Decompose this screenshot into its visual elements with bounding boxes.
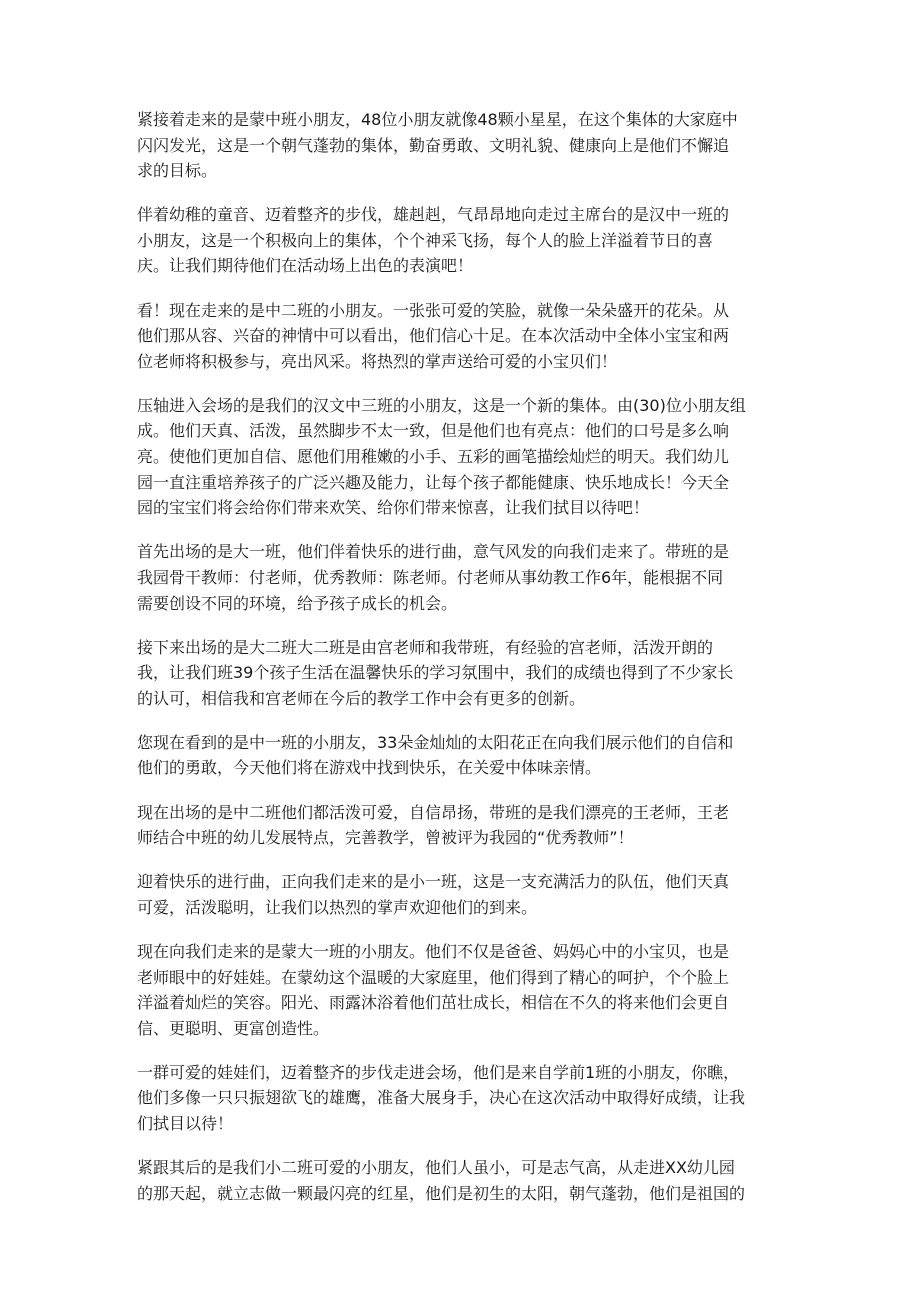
paragraph: 压轴进入会场的是我们的汉文中三班的小朋友，这是一个新的集体。由(30)位小朋友组 成。他们天真、活泼，虽然脚步不太一致，但是他们也有亮点：他们的口号是多么响 亮。使他们更加自信、愿他们用稚嫩的小手、五彩的画笔描绘灿烂的明天。我们幼儿 园一直注重培养孩子的广泛兴趣及能力，让每个孩子都能健康、快乐地成长！今天全 园的宝宝们将会给你们带来欢笑、给你们带来惊喜，让我们拭目以待吧！ <box>137 395 746 518</box>
paragraph: 首先出场的是大一班，他们伴着快乐的进行曲，意气风发的向我们走来了。带班的是 我园骨干教师：付老师，优秀教师：陈老师。付老师从事幼教工作6年，能根据不同 需要创设不同的环境，给予孩子成长的机会。 <box>137 542 730 613</box>
paragraph: 一群可爱的娃娃们，迈着整齐的步伐走进会场，他们是来自学前1班的小朋友，你瞧， 他们多像一只只振翅欲飞的雄鹰，准备大展身手，决心在这次活动中取得好成绩，让我 们拭目以待！ <box>137 1062 746 1133</box>
paragraph: 伴着幼稚的童音、迈着整齐的步伐，雄赳赳，气昂昂地向走过主席台的是汉中一班的 小朋友，这是一个积极向上的集体，个个神采飞扬，每个人的脸上洋溢着节日的喜 庆。让我们期待他们在活动场上出色的表演吧！ <box>137 205 730 276</box>
paragraph: 现在向我们走来的是蒙大一班的小朋友。他们不仅是爸爸、妈妈心中的小宝贝，也是 老师眼中的好娃娃。在蒙幼这个温暖的大家庭里，他们得到了精心的呵护，个个脸上 洋溢着灿烂的笑容。阳光、雨露沐浴着他们茁壮成长，相信在不久的将来他们会更自 信、更聪明、更富创造性。 <box>137 941 730 1038</box>
paragraph: 您现在看到的是中一班的小朋友，33朵金灿灿的太阳花正在向我们展示他们的自信和 他们的勇敢，今天他们将在游戏中找到快乐，在关爱中体味亲情。 <box>137 732 734 778</box>
document-body <box>137 107 793 1225</box>
paragraph: 看！现在走来的是中二班的小朋友。一张张可爱的笑脸，就像一朵朵盛开的花朵。从 他们那从容、兴奋的神情中可以看出，他们信心十足。在本次活动中全体小宝宝和两 位老师将积极参与，亮出风采。将热烈的掌声送给可爱的小宝贝们！ <box>137 300 730 371</box>
paragraph: 紧接着走来的是蒙中班小朋友，48位小朋友就像48颗小星星，在这个集体的大家庭中 闪闪发光，这是一个朝气蓬勃的集体，勤奋勇敢、文明礼貌、健康向上是他们不懈追 求的目标。 <box>137 110 738 181</box>
paragraph: 接下来出场的是大二班大二班是由宫老师和我带班，有经验的宫老师，活泼开朗的 我，让我们班39个孩子生活在温馨快乐的学习氛围中，我们的成绩也得到了不少家长 的认可，相信我和宫老师在今后的教学工作中会有更多的创新。 <box>137 637 734 708</box>
paragraph: 现在出场的是中二班他们都活泼可爱，自信昂扬，带班的是我们漂亮的王老师，王老 师结合中班的幼儿发展特点，完善教学，曾被评为我园的“优秀教师”！ <box>137 802 730 848</box>
paragraph: 迎着快乐的进行曲，正向我们走来的是小一班，这是一支充满活力的队伍，他们天真 可爱，活泼聪明，让我们以热烈的掌声欢迎他们的到来。 <box>137 872 730 917</box>
paragraph: 紧跟其后的是我们小二班可爱的小朋友，他们人虽小，可是志气高，从走进XX幼儿园 的那天起，就立志做一颗最闪亮的红星，他们是初生的太阳，朝气蓬勃，他们是祖国的 <box>137 1158 746 1203</box>
